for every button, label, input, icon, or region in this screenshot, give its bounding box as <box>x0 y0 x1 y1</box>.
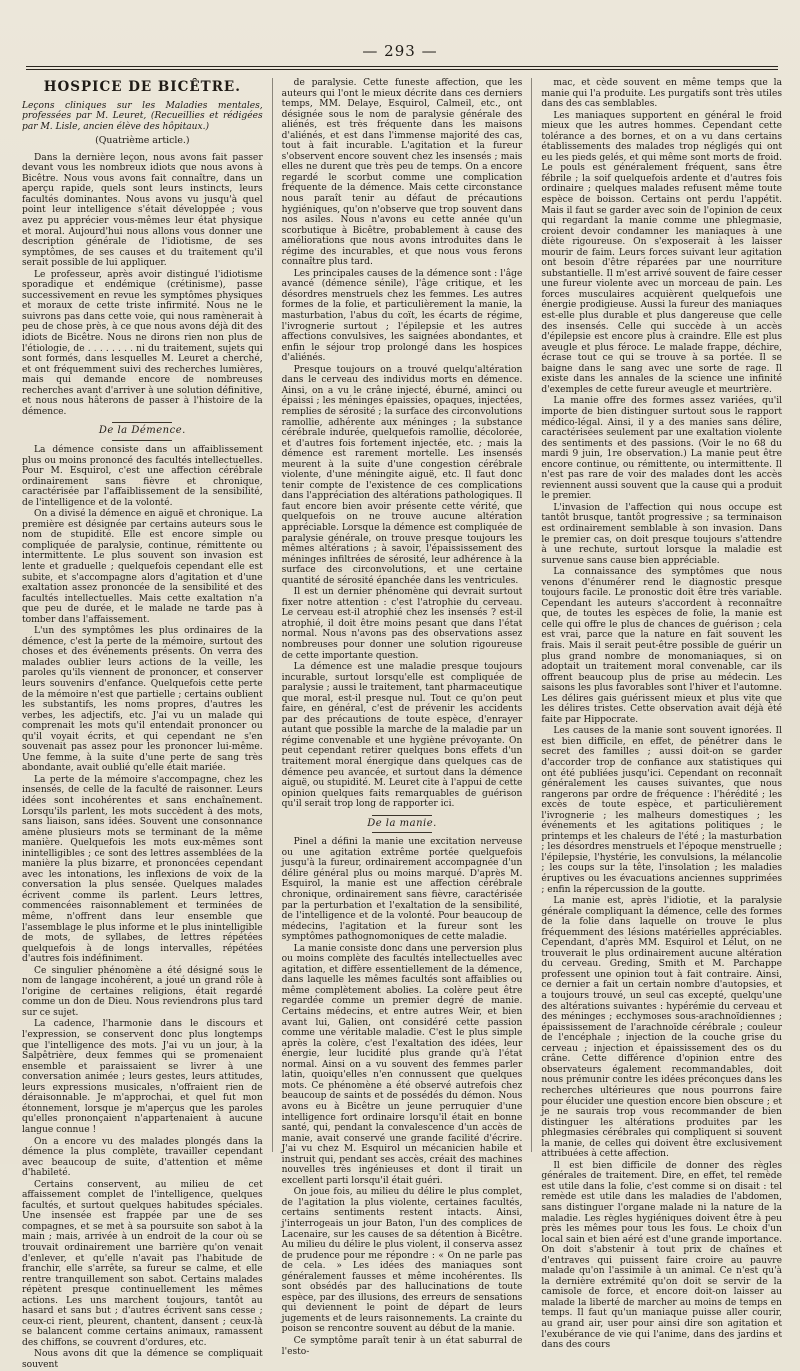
column-divider <box>272 78 273 1152</box>
section-heading-dementia: De la Démence. <box>22 422 263 441</box>
col1-body <box>22 153 263 418</box>
paragraph: L'invasion de l'affection qui nous occupe est tantôt brusque, tantôt progressive ; sa terminaison est ordinairement semblable à son invasion. Dans le premier cas, on doit presque toujours s'attendre à une rechute, surtout lorsque la maladie est survenue sans cause bien appréciable. <box>541 502 783 566</box>
paragraph: La démence consiste dans un affaiblissement plus ou moins prononcé des facultés intellectuelles. Pour M. Esquirol, c'est une affection cérébrale ordinairement sans fièvre et chronique, caractérisée par l'affaiblissement de la sensibilité, de l'intelligence et de la volonté. <box>22 444 263 508</box>
paragraph: La connaissance des symptômes que nous venons d'énumérer rend le diagnostic presque toujours facile. Le pronostic doit être très variable. Cependant les auteurs s'accordent à reconnaître que, de toutes les espèces de folie, la manie est celle qui offre le plus de chances de guérison ; cela est vrai, parce que la nature en fait souvent les frais. Mais il serait peut-être possible de guérir un plus grand nombre de monomaniaques, si on adoptait un traitement moral convenable, car ils offrent beaucoup plus de prise au médecin. Les saisons les plus favorables sont l'hiver et l'automne. Les délires gais guérissent mieux et plus vite que les délires tristes. Cette observation avait déjà été faite par Hippocrate. <box>541 567 783 725</box>
paragraph: La démence est une maladie presque toujours incurable, surtout lorsqu'elle est compliquée de paralysie ; aussi le traitement, tant pharmaceutique que moral, est-il presque nul. Tout ce qu'on peut faire, en général, c'est de prévenir les accidents par des précautions de toute espèce, d'enrayer autant que possible la marche de la maladie par un régime convenable et une hygiène prévoyante. On peut cependant retirer quelques bons effets d'un traitement moral énergique dans quelques cas de démence peu avancée, et surtout dans la démence aiguë, ou stupidité. M. Leuret cite à l'appui de cette opinion quelques faits remarquables de guérison qu'il serait trop long de rapporter ici. <box>281 662 523 810</box>
paragraph: Il est bien difficile de donner des règles générales de traitement. Dire, en effet, tel remède est utile dans la folie, c'est comme si on disait : tel remède est utile dans les maladies de l'abdomen, sans distinguer l'organe malade ni la nature de la maladie. Les règles hygiéniques doivent être à peu près les mêmes pour tous les fous. Le choix d'un local sain et bien aéré est d'une grande importance. On doit s'abstenir à tout prix de chaînes et d'entraves qui puissent faire croire au pauvre malade qu'on l'assimile à un animal. Ce n'est qu'à la dernière extrémité qu'on doit se servir de la camisole de force, et encore doit-on laisser au malade la liberté de marcher au moins de temps en temps. Il faut qu'un maniaque puisse aller courir, au grand air, user pour ainsi dire son agitation et l'exubérance de vie qui l'anime, dans des jardins et dans des cours <box>541 1160 783 1351</box>
section-heading-mania: De la manie. <box>282 815 523 834</box>
paragraph: On a divisé la démence en aiguë et chronique. La première est désignée par certains auteurs sous le nom de stupidité. Elle est encore simple ou compliquée de paralysie, continue, rémittente ou intermittente. Le plus souvent son invasion est lente et graduelle ; quelquefois cependant elle est subite, et s'accompagne alors d'agitation et d'une exaltation assez prononcée de la sensibilité et des facultés intellectuelles. Mais cette exaltation n'a que peu de durée, et le malade ne tarde pas à tomber dans l'affaissement. <box>22 509 263 625</box>
paragraph: mac, et cède souvent en même temps que la manie qui l'a produite. Les purgatifs sont très utiles dans des cas semblables. <box>541 78 783 110</box>
paragraph: Le professeur, après avoir distingué l'idiotisme sporadique et endémique (crétinisme), passe successivement en revue les symptômes physiques et moraux de cette triste infirmité. Nous ne le suivrons pas dans cette voie, qui nous ramènerait à peu de chose près, à ce que nous avons déjà dit des idiots de Bicêtre. Nous ne dirons rien non plus de l'étiologie, de . . . . . . . . ni du traitement, sujets qui sont formés, dans lesquelles M. Leuret a cherché, et ont fréquemment suivi des recherches lumières, mais qui demande encore de nombreuses recherches avant d'arriver à une solution définitive, et nous nous hâterons de passer à l'histoire de la démence. <box>22 269 263 417</box>
paragraph: L'un des symptômes les plus ordinaires de la démence, c'est la perte de la mémoire, surtout des choses et des événements présents. On verra des malades oublier leurs actions de la veille, les paroles qu'ils viennent de prononcer, et conserver leurs souvenirs d'enfance. Quelquefois cette perte de la mémoire n'est que partielle ; certains oublient les substantifs, les noms propres, d'autres les verbes, les adjectifs, etc. J'ai vu un malade qui comprenait les mots qu'il entendait prononcer ou qu'il voyait écrits, et qui cependant ne s'en souvenait pas assez pour les prononcer lui-même. Une femme, à la suite d'une perte de sang très abondante, avait oublié qu'elle était mariée. <box>22 626 263 774</box>
paragraph: Dans la dernière leçon, nous avons fait passer devant vous les nombreux idiots que nous avons à Bicêtre. Nous vous avons fait connaître, dans un aperçu rapide, quels sont leurs instincts, leurs facultés dominantes. Nous avons vu jusqu'à quel point leur intelligence s'était développée ; vous avez pu apprécier vous-mêmes leur état physique et moral. Aujourd'hui nous allons vous donner une description générale de l'idiotisme, de ses symptômes, de ses causes et du traitement qu'il serait possible de lui appliquer. <box>22 152 263 269</box>
page-number: — 293 — <box>362 42 438 60</box>
paragraph: Pinel a défini la manie une excitation nerveuse ou une agitation extrême portée quelquefois jusqu'à la fureur, ordinairement accompagnée d'un délire général plus ou moins marqué. D'après M. Esquirol, la manie est une affection cérébrale chronique, ordinairement sans fièvre, caractérisée par la perturbation et l'exaltation de la sensibilité, de l'intelligence et de la volonté. Pour beaucoup de médecins, l'agitation et la fureur sont les symptômes pathognomoniques de cette maladie. <box>281 837 523 943</box>
col1-body-b <box>22 445 263 1371</box>
paragraph: Il est un dernier phénomène qui devrait surtout fixer notre attention : c'est l'atrophie du cerveau. Le cerveau est-il atrophié chez les insensés ? est-il atrophié, il doit être moins pesant que dans l'état normal. Nous n'avons pas des observations assez nombreuses pour donner une solution rigoureuse de cette importante question. <box>281 587 523 661</box>
paragraph: Les principales causes de la démence sont : l'âge avancé (démence sénile), l'âge critique, et les désordres menstruels chez les femmes. Les autres formes de la folie, et particulièrement la manie, la masturbation, l'abus du coït, les écarts de régime, l'ivrognerie surtout ; l'épilepsie et les autres affections convulsives, les saignées abondantes, et enfin le séjour trop prolongé dans les hospices d'aliénés. <box>281 268 523 364</box>
paragraph: On a encore vu des malades plongés dans la démence la plus complète, travailler cependant avec beaucoup de suite, d'attention et même d'habileté. <box>22 1136 263 1179</box>
paragraph: de paralysie. Cette funeste affection, que les auteurs qui l'ont le mieux décrite dans ces derniers temps, MM. Delaye, Esquirol, Calmeil, etc., ont désignée sous le nom de paralysie générale des aliénés, est très fréquente dans les maisons d'aliénés, et est dans l'immense majorité des cas, tout à fait incurable. L'agitation et la fureur s'observent encore souvent chez les insensés ; mais elles ne durent que très peu de temps. On a encore regardé le scorbut comme une complication fréquente de la démence. Mais cette circonstance nous paraît tenir au défaut de précautions hygiéniques, qu'on n'observe que trop souvent dans nos asiles. Nous n'avons eu cette année qu'un scorbutique à Bicêtre, probablement à cause des améliorations que nous avons introduites dans le régime des incurables, et que nous vous ferons connaître plus tard. <box>281 78 523 268</box>
col3-body <box>541 78 782 1351</box>
paragraph: Les maniaques supportent en général le froid mieux que les autres hommes. Cependant cette tolérance a des bornes, et on a vu dans certains établissements des malades trop négligés qui ont eu les pieds gelés, et qui même sont morts de froid. Le pouls est généralement fréquent, sans être fébrile ; la soif quelquefois ardente et d'autres fois ordinaire ; quelques malades refusent même toute espèce de boisson. Certains ont perdu l'appétit. Mais il faut se garder avec soin de l'opinion de ceux qui regardant la manie comme une phlegmasie, croient devoir condamner les maniaques à une diète rigoureuse. On s'exposerait à les laisser mourir de faim. Leurs forces suivant leur agitation ont besoin d'être réparées par une nourriture substantielle. Il m'est arrivé souvent de faire cesser une fureur violente avec un morceau de pain. Les forces musculaires acquièrent quelquefois une énergie prodigieuse. Aussi la fureur des maniaques est-elle plus durable et plus dangereuse que celle des insensés. Celle qui succède à un accès d'épilepsie est encore plus à craindre. Elle est plus aveugle et plus féroce. Le malade frappe, déchire, écrase tout ce qui se trouve à sa portée. Il se baigne dans le sang avec une sorte de rage. Il existe dans les annales de la science une infinité d'exemples de cette fureur aveugle et meurtrière. <box>541 110 783 395</box>
col2-body <box>282 78 523 810</box>
article-title: HOSPICE DE BICÊTRE. <box>43 79 241 95</box>
paragraph: Les causes de la manie sont souvent ignorées. Il est bien difficile, en effet, de pénétrer dans le secret des familles ; aussi doit-on se garder d'accorder trop de confiance aux statistiques qui ont été publiées jusqu'ici. Cependant on reconnaît généralement les causes suivantes, que nous rangerons par ordre de fréquence : l'hérédité ; les excès de toute espèce, et particulièrement l'ivrognerie ; les malheurs domestiques ; les événements et les agitations politiques ; le printemps et les chaleurs de l'été ; la masturbation ; les désordres menstruels et l'époque menstruelle ; l'épilepsie, l'hystérie, les convulsions, la mélancolie ; les coups sur la tête, l'insolation ; les maladies éruptives ou les évacuations anciennes supprimées ; enfin la répercussion de la goutte. <box>541 726 783 895</box>
paragraph: On joue fois, au milieu du délire le plus complet, de l'agitation la plus violente, certaines facultés, certains sentiments restent intacts. Ainsi, j'interrogeais un jour Baton, l'un des complices de Lacenaire, sur les causes de sa détention à Bicêtre. Au milieu du délire le plus violent, il conserva assez de prudence pour me répondre : « On ne parle pas de cela. » Les idées des maniaques sont généralement fausses et même incohérentes. Ils sont obsédés par des hallucinations de toute espèce, par des illusions, des erreurs de sensations qui deviennent le point de départ de leurs jugements et de leurs raisonnements. La crainte du poison se rencontre souvent au début de la manie. <box>281 1187 523 1335</box>
col2-body-b <box>282 837 523 1357</box>
paragraph: La manie offre des formes assez variées, qu'il importe de bien distinguer surtout sous le rapport médico-légal. Ainsi, il y a des manies sans délire, caractérisées seulement par une exaltation violente des sentiments et des passions. (Voir le no 68 du mardi 9 juin, 1re observation.) La manie peut être encore continue, ou rémittente, ou intermittente. Il n'est pas rare de voir des malades dont les accès reviennent aussi souvent que la cause qui a produit le premier. <box>541 396 783 502</box>
column-divider <box>531 78 532 1152</box>
columns <box>22 78 783 1370</box>
paragraph: La manie consiste donc dans une perversion plus ou moins complète des facultés intellectuelles avec agitation, et diffère essentiellement de la démence, dans laquelle les mêmes facultés sont affaiblies ou même complètement abolies. La colère peut être regardée comme un premier degré de manie. Certains médecins, et entre autres Weir, et bien avant lui, Galien, ont considéré cette passion comme une véritable maladie. C'est le plus simple après la colère, c'est l'exaltation des idées, leur énergie, leur lucidité plus grande qu'à l'état normal. Ainsi on a vu souvent des femmes parler latin, quoiqu'elles n'en connussent que quelques mots. Ce phénomène a été observé autrefois chez beaucoup de saints et de possédés du démon. Nous avons eu à Bicêtre un jeune perruquier d'une intelligence fort ordinaire lorsqu'il était en bonne santé, qui, pendant la convalescence d'un accès de manie, avait conservé une grande facilité d'écrire. J'ai vu chez M. Esquirol un mécanicien habile et instruit qui, pendant ses accès, créait des machines nouvelles très ingénieuses et dont il tirait un excellent parti lorsqu'il était guéri. <box>281 943 523 1186</box>
paragraph: Certains conservent, au milieu de cet affaissement complet de l'intelligence, quelques facultés, et surtout quelques habitudes spéciales. Une insensée est frappée par une de ses compagnes, et se met à sa poursuite son sabot à la main ; mais, arrivée à un endroit de la cour où se trouvait ordinairement une barrière qu'on venait d'enlever, et qu'elle n'avait pas l'habitude de franchir, elle s'arrête, sa fureur se calme, et elle rentre tranquillement son sabot. Certains malades répètent presque continuellement les mêmes actions. Les uns marchent toujours, tantôt au hasard et sans but ; d'autres écrivent sans cesse ; ceux-ci rient, pleurent, chantent, dansent ; ceux-là se balancent comme certains animaux, ramassent des chiffons, se couvrent d'ordures, etc. <box>22 1179 263 1348</box>
article-subtitle: (Quatrième article.) <box>95 135 190 147</box>
header-rule <box>26 66 778 70</box>
paragraph: Ce singulier phénomène a été désigné sous le nom de langage incohérent, a joué un grand rôle à l'origine de certaines religions, était regardé comme un don de Dieu. Nous reviendrons plus tard sur ce sujet. <box>22 965 263 1018</box>
paragraph: Presque toujours on a trouvé quelqu'altération dans le cerveau des individus morts en démence. Ainsi, on a vu le crâne injecté, éburné, aminci ou épaissi ; les méninges épaissies, opaques, injectées, remplies de sérosité ; la surface des circonvolutions ramollie, adhérente aux méninges ; la substance cérébrale indurée, quelquefois ramollie, décolorée, et d'autres fois fortement injectée, etc. ; mais la démence est rarement mortelle. Les insensés meurent à la suite d'une congestion cérébrale violente, d'une méningite aiguë, etc. Il faut donc tenir compte de l'existence de ces complications dans l'appréciation des altérations pathologiques. Il faut encore bien avoir présente cette vérité, que quelquefois on ne trouve aucune altération appréciable. Lorsque la démence est compliquée de paralysie générale, on trouve presque toujours les mêmes altérations ; à savoir, l'épaississement des méninges infiltrées de sérosité, leur adhérence à la surface des circonvolutions, et une certaine quantité de sérosité épanchée dans les ventricules. <box>281 364 523 586</box>
paragraph: Nous avons dit que la démence se compliquait souvent <box>22 1349 263 1370</box>
paragraph: Ce symptôme paraît tenir à un état saburral de l'esto- <box>281 1335 523 1357</box>
column-3 <box>541 78 783 1351</box>
paragraph: La cadence, l'harmonie dans le discours et l'expression, se conservent donc plus longtemps que l'intelligence des mots. J'ai vu un jour, à la Salpêtrière, deux femmes qui se promenaient ensemble et paraissaient se livrer à une conversation animée ; leurs gestes, leurs attitudes, leurs expressions musicales, n'offraient rien de déraisonnable. Je m'approchai, et quel fut mon étonnement, lorsque je m'aperçus que les paroles qu'elles prononçaient n'appartenaient à aucune langue connue ! <box>22 1019 263 1135</box>
paragraph: La manie est, après l'idiotie, et la paralysie générale compliquant la démence, celle des formes de la folie dans laquelle on trouve le plus fréquemment des lésions matérielles appréciables. Cependant, d'après MM. Esquirol et Lélut, on ne trouverait le plus ordinairement aucune altération du cerveau. Greding, Smith et M. Parchappe professent une opinion tout à fait contraire. Ainsi, ce dernier a fait un certain nombre d'autopsies, et a toujours trouvé, un seul cas excepté, quelqu'une des altérations suivantes : hypérémie du cerveau et des méninges ; ecchymoses sous-arachnoïdiennes ; épaississement de l'arachnoïde cérébrale ; couleur de l'encéphale ; injection de la couche grise du cerveau ; injection et épaississement des os du crâne. Cette différence d'opinion entre des observateurs également recommandables, doit nous prémunir contre les idées préconçues dans les recherches ultérieures que nous pourrons faire pour élucider une question encore bien obscure ; et je ne saurais trop vous recommander de bien distinguer les altérations produites par les phlegmasies cérébrales qui compliquent si souvent la manie, de celles qui doivent être exclusivement attribuées à cette affection. <box>541 896 783 1160</box>
column-1 <box>22 78 263 1370</box>
article-lead: Leçons cliniques sur les Maladies mentales, professées par M. Leuret, (Recueillies et rédigées par M. Lisle, ancien élève des hôpitaux.) <box>22 100 263 132</box>
paragraph: La perte de la mémoire s'accompagne, chez les insensés, de celle de la faculté de raisonner. Leurs idées sont incohérentes et sans enchaînement. Lorsqu'ils parlent, les mots succèdent à des mots, sans liaison, sans idées. Souvent une consonnance amène plusieurs mots se terminant de la même manière. Quelquefois les mots eux-mêmes sont inintelligibles ; ce sont des lettres assemblées de la manière la plus bizarre, et prononcées cependant avec les intonations, les inflexions de voix de la conversation la plus sensée. Quelques malades écrivent comme ils parlent. Leurs lettres, commencées raisonnablement et terminées de même, n'offrent dans leur ensemble que l'assemblage le plus informe et le plus inintelligible de mots, de syllabes, de lettres répétées quelquefois à de longs intervalles, répétées d'autres fois indéfiniment. <box>22 774 263 965</box>
column-2 <box>281 78 523 1357</box>
